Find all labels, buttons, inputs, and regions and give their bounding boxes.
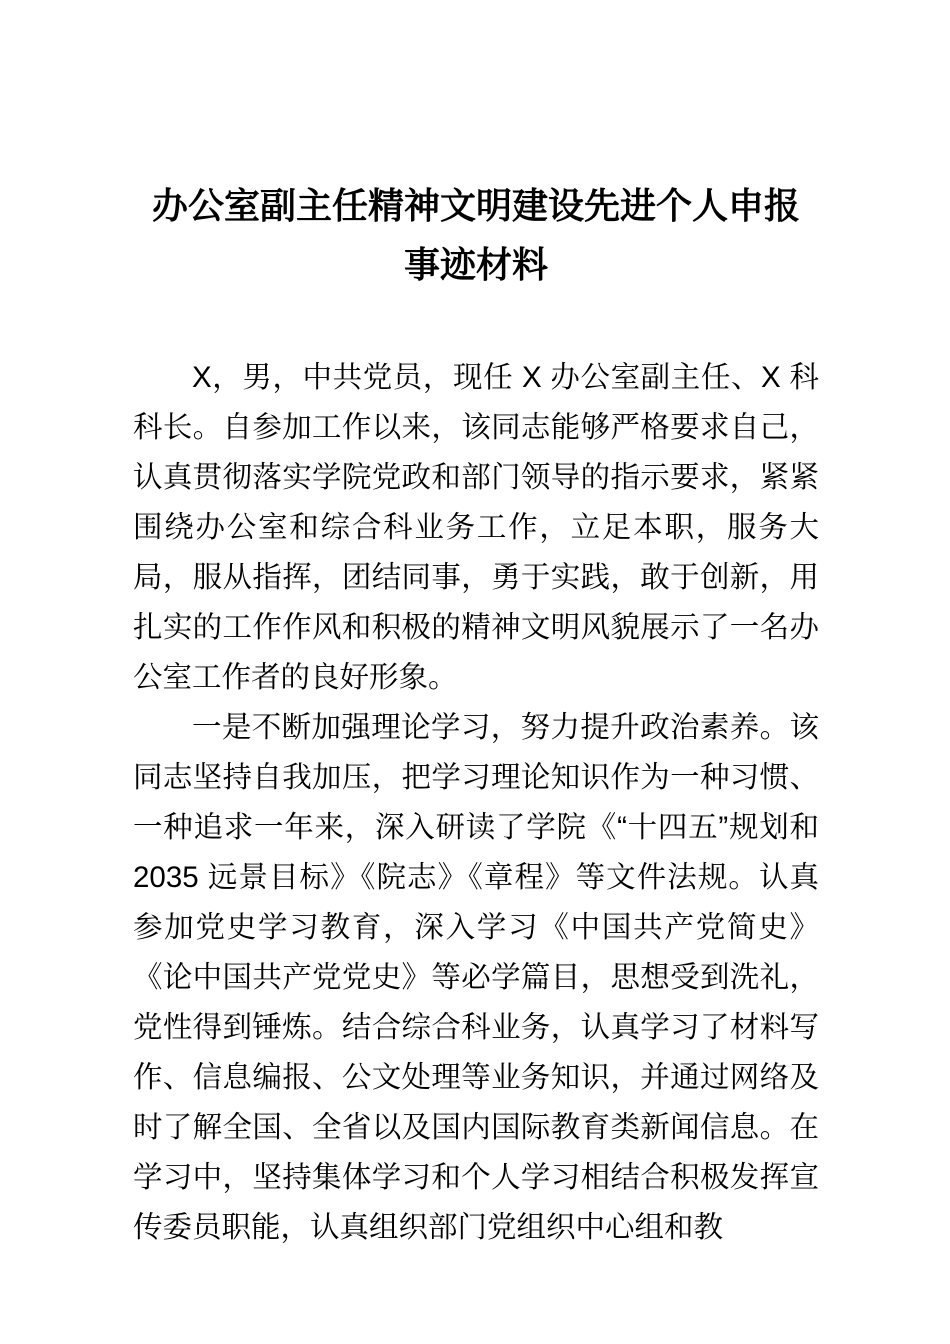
document-body: 办公室副主任精神文明建设先进个人申报 事迹材料 X，男，中共党员，现任 X 办公室副主任、X 科科长。自参加工作以来，该同志能够严格要求自己，认真贯彻落实学院党政和部门领导的指示要求，紧紧围绕办公室和综合科业务工作，立足本职，服务大局，服从指挥，团结同事，勇于实践，敢于创新，用扎实的工作作风和积极的精神文明风貌展示了一名办公室工作者的良好形象。 一是不断加强理论学习，努力提升政治素养。该同志坚持自我加压，把学习理论知识作为一种习惯、一种追求一年来，深入研读了学院《“十四五”规划和 2035 远景目标》《院志》《章程》等文件法规。认真参加党史学习教育，深入学习《中国共产党简史》《论中国共产党党史》等必学篇目，思想受到洗礼，党性得到锤炼。结合综合科业务，认真学习了材料写作、信息编报、公文处理等业务知识，并通过网络及时了解全国、全省以及国内国际教育类新闻信息。在学习中，坚持集体学习和个人学习相结合积极发挥宣传委员职能，认真组织部门党组织中心组和教 — [133, 0, 819, 1253]
document-title-line-1: 办公室副主任精神文明建设先进个人申报 — [151, 185, 800, 226]
body-paragraph-2: 一是不断加强理论学习，努力提升政治素养。该同志坚持自我加压，把学习理论知识作为一种习惯、一种追求一年来，深入研读了学院《“十四五”规划和 2035 远景目标》《院志》《章程》等文件法规。认真参加党史学习教育，深入学习《中国共产党简史》《论中国共产党党史》等必学篇目，思想受到洗礼，党性得到锤炼。结合综合科业务，认真学习了材料写作、信息编报、公文处理等业务知识，并通过网络及时了解全国、全省以及国内国际教育类新闻信息。在学习中，坚持集体学习和个人学习相结合积极发挥宣传委员职能，认真组织部门党组织中心组和教 — [133, 711, 819, 1244]
body-paragraph-1: X，男，中共党员，现任 X 办公室副主任、X 科科长。自参加工作以来，该同志能够严格要求自己，认真贯彻落实学院党政和部门领导的指示要求，紧紧围绕办公室和综合科业务工作，立足本职，服务大局，服从指挥，团结同事，勇于实践，敢于创新，用扎实的工作作风和积极的精神文明风貌展示了一名办公室工作者的良好形象。 — [133, 361, 819, 694]
top-margin-spacer — [133, 0, 819, 147]
